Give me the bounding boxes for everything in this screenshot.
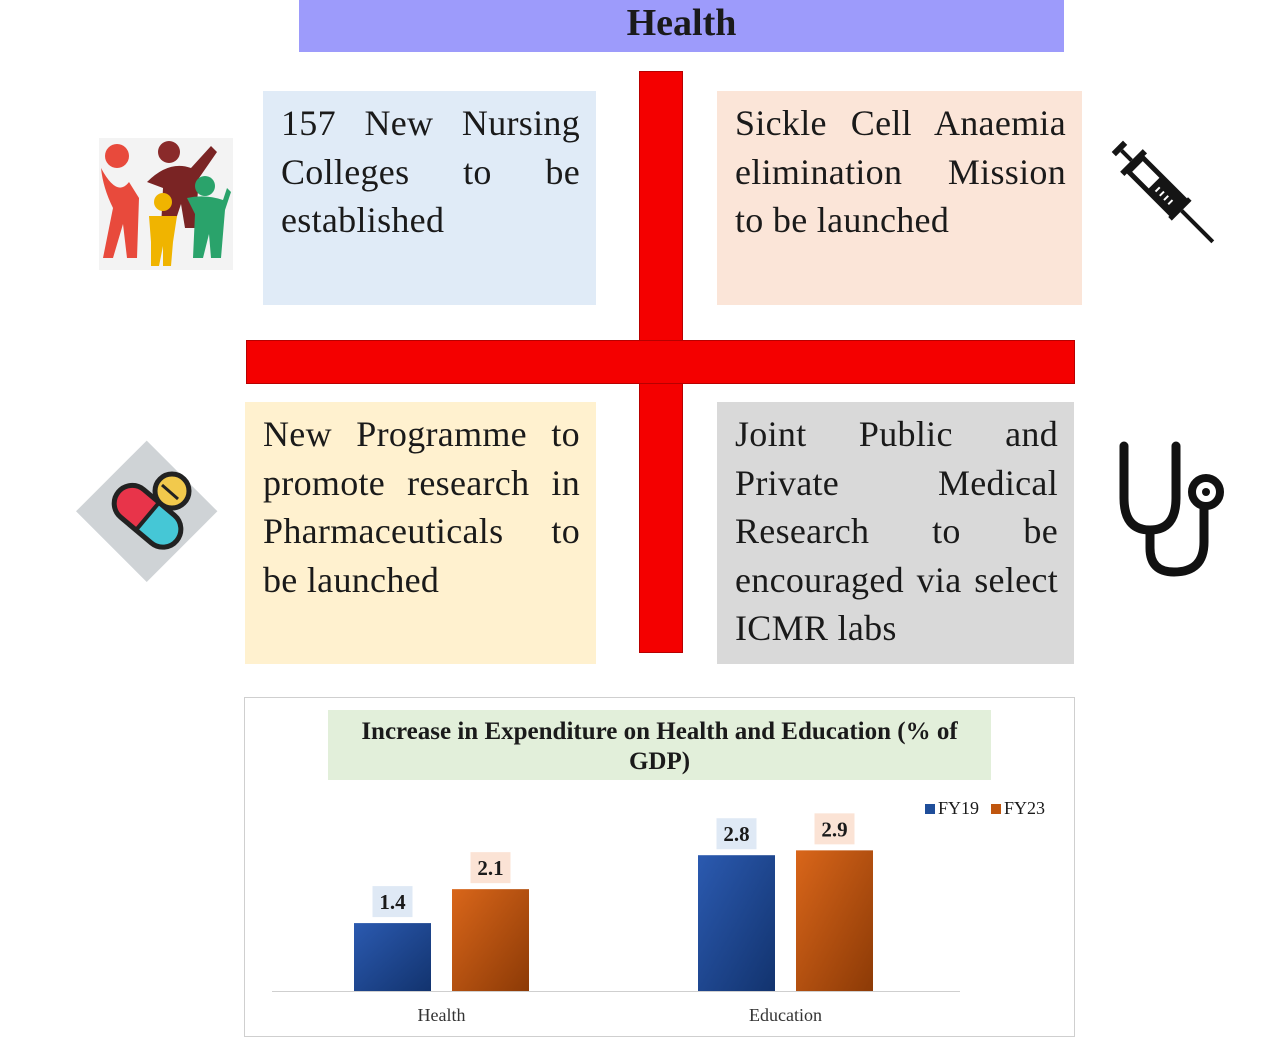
pharma-research-box: New Programme to promote research in Pharmaceuticals to be launched <box>245 402 596 664</box>
legend-label-fy19: FY19 <box>938 798 980 818</box>
legend-label-fy23: FY23 <box>1004 798 1046 818</box>
data-label-fy19-education: 2.8 <box>723 822 750 847</box>
chart-title: Increase in Expenditure on Health and Education (% of GDP) <box>328 710 991 780</box>
nursing-colleges-box: 157 New Nursing Colleges to be established <box>263 91 596 305</box>
x-tick-label-health: Health <box>417 1005 466 1025</box>
sickle-cell-mission-box: Sickle Cell Anaemia elimination Mission to be launched <box>717 91 1082 305</box>
x-tick-label-education: Education <box>749 1005 822 1025</box>
bar-fy19-health <box>354 923 431 991</box>
icmr-research-box: Joint Public and Private Medical Research to be encouraged via select ICMR labs <box>717 402 1074 664</box>
data-label-fy19-health: 1.4 <box>379 890 406 915</box>
data-label-fy23-health: 2.1 <box>477 856 504 881</box>
page-title: Health <box>626 2 737 44</box>
data-label-fy23-education: 2.9 <box>821 817 848 842</box>
bar-fy23-education <box>796 850 873 991</box>
bar-fy23-health <box>452 889 529 991</box>
bar-fy19-education <box>698 855 775 991</box>
